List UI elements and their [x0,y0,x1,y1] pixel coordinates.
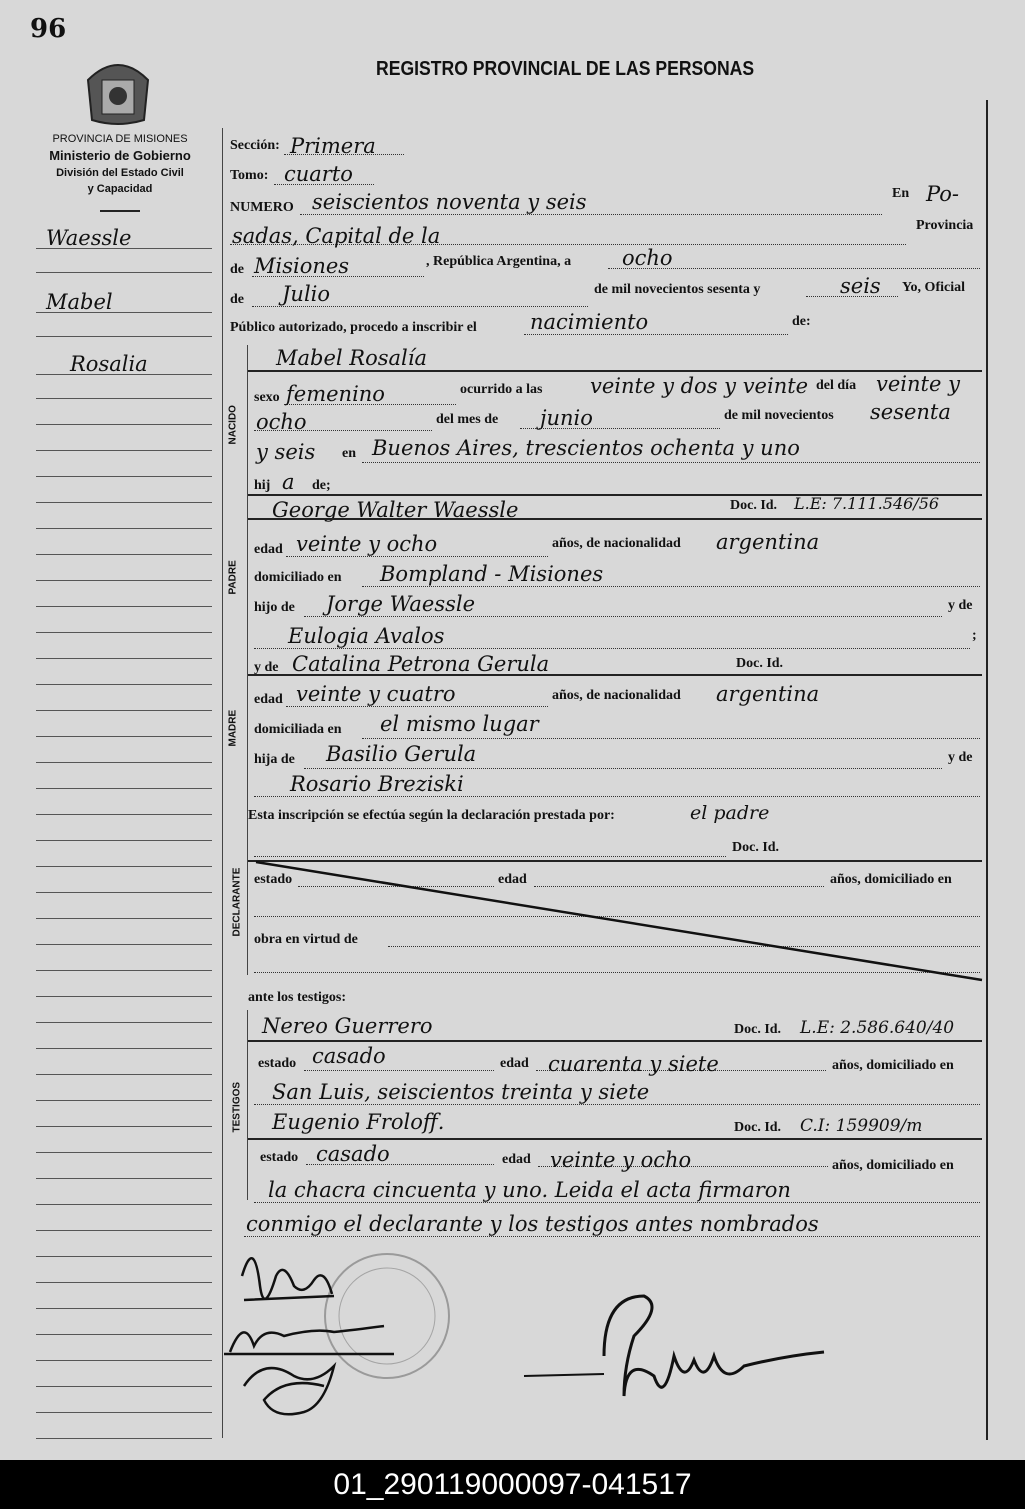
child-name: Mabel Rosalía [276,346,427,370]
provincia-label: Provincia [916,218,974,233]
witness-2-estado-label: estado [260,1150,299,1165]
birth-year-value-2: y seis [256,440,316,464]
declarant-doc-label: Doc. Id. [732,840,780,855]
father-edad-label: edad [254,542,283,557]
numero-value: seiscientos noventa y seis [312,190,587,214]
de-label: de [230,262,244,277]
coat-of-arms-seal [80,50,156,128]
main-left-border [222,128,223,1438]
main-right-border [986,100,988,1440]
year-value: seis [840,274,881,298]
father-nac-label: años, de nacionalidad [552,536,681,551]
mother-domicile-value: el mismo lugar [380,712,539,736]
father-dom-label: domiciliado en [254,570,342,585]
witness-1-edad-label: edad [500,1056,529,1071]
maternal-grandfather-value: Basilio Gerula [326,742,477,766]
act-value: nacimiento [530,310,649,334]
witness-2-edad-label: edad [502,1152,531,1167]
tomo-value: cuarto [284,162,353,186]
maternal-grandmother-value: Rosario Breziski [290,772,464,796]
seccion-label: Sección: [230,138,280,153]
yo-oficial-label: Yo, Oficial [902,280,965,295]
hour-value: veinte y dos y veinte [590,374,809,398]
father-yde-label: y de [948,598,973,613]
witness-2-domicile-value: la chacra cincuenta y uno. Leida el acta firmaron [268,1178,791,1202]
nacido-side-label: NACIDO [227,405,239,445]
witness-1-name: Nereo Guerrero [262,1014,433,1038]
testigos-side-label: TESTIGOS [231,1081,243,1133]
ocurrido-label: ocurrido a las [460,382,543,397]
father-doc-label: Doc. Id. [730,498,778,513]
numero-label: NUMERO [230,200,294,215]
province-value: Misiones [254,254,350,278]
margin-first-name: Mabel [46,290,113,314]
witness-1-estado-value: casado [312,1044,386,1068]
seccion-value: Primera [290,134,376,158]
witness-2-estado-value: casado [316,1142,390,1166]
declarant-edad-label: edad [498,872,527,887]
father-nationality-value: argentina [716,530,820,554]
mother-hija-label: hija de [254,752,295,767]
page-number: 96 [30,14,67,44]
father-doc-value: L.E: 7.111.546/56 [794,494,940,513]
mother-yde-label-2: y de [948,750,973,765]
birth-month-value: junio [540,406,593,430]
section-left-border [247,345,248,975]
testigos-left-border [247,1010,248,1200]
mother-edad-label: edad [254,692,283,707]
witness-1-doc-label: Doc. Id. [734,1022,782,1037]
registry-title: REGISTRO PROVINCIAL DE LAS PERSONAS [376,58,755,80]
margin-surname: Waessle [46,226,132,250]
madre-side-label: MADRE [227,709,239,747]
header-rule [100,210,140,212]
witness-1-estado-label: estado [258,1056,297,1071]
hij-label: hij [254,478,271,493]
declarante-side-label: DECLARANTE [231,867,243,937]
division-label-2: y Capacidad [87,183,153,195]
mother-doc-label: Doc. Id. [736,656,784,671]
ministry-label: Ministerio de Gobierno [49,148,191,163]
de-mil-nov-label: de mil novecientos [724,408,834,423]
birth-year-value: sesenta [870,400,951,424]
closing-text: conmigo el declarante y los testigos antes nombrados [246,1212,819,1236]
witness-1-doc-value: L.E: 2.586.640/40 [800,1018,955,1038]
city-value: sadas, Capital de la [232,224,441,248]
month-value: Julio [282,282,331,306]
division-label: División del Estado Civil [56,167,184,179]
witness-2-doc-label: Doc. Id. [734,1120,782,1135]
mother-name: Catalina Petrona Gerula [292,652,550,676]
signatures [224,1236,844,1436]
father-hijo-label: hijo de [254,600,295,615]
day-value: ocho [622,246,673,270]
declarant-anos-label: años, domiciliado en [830,872,952,887]
father-domicile-value: Bompland - Misiones [380,562,604,586]
birth-day-value-2: ocho [256,410,307,434]
mother-nationality-value: argentina [716,682,820,706]
tomo-label: Tomo: [230,168,269,183]
mother-age-value: veinte y cuatro [296,682,456,706]
de-colon-label: de: [792,314,811,329]
declarant-estado-label: estado [254,872,293,887]
mother-nac-label: años, de nacionalidad [552,688,681,703]
testigos-label: ante los testigos: [248,990,346,1005]
witness-1-domicile-value: San Luis, seiscientos treinta y siete [272,1080,650,1104]
father-age-value: veinte y ocho [296,532,438,556]
father-semicolon: ; [972,628,977,643]
paternal-grandmother-value: Eulogia Avalos [288,624,445,648]
en-value: Po- [926,182,960,206]
en-place-label: en [342,446,356,461]
province-label: PROVINCIA DE MISIONES [52,133,188,145]
margin-second-name: Rosalia [70,352,148,376]
republica-label: , República Argentina, a [426,254,572,269]
hij-suffix: a [282,470,295,494]
sex-value: femenino [286,382,385,406]
sexo-label: sexo [254,390,280,405]
de-mil-label: de mil novecientos sesenta y [594,282,761,297]
inscripcion-label: Esta inscripción se efectúa según la declaración prestada por: [248,808,615,823]
birth-place-value: Buenos Aires, trescientos ochenta y uno [372,436,800,460]
en-label: En [892,186,910,201]
declarant-cancel-stroke [250,860,990,990]
publico-label: Público autorizado, procedo a inscribir el [230,320,477,335]
de-mes-label: de [230,292,244,307]
mother-dom-label: domiciliada en [254,722,342,737]
de-parent-label: de; [312,478,331,493]
witness-1-anos-label: años, domiciliado en [832,1058,954,1073]
witness-2-anos-label: años, domiciliado en [832,1158,954,1173]
father-name: George Walter Waessle [272,498,519,522]
witness-1-age-value: cuarenta y siete [548,1052,719,1076]
paternal-grandfather-value: Jorge Waessle [326,592,476,616]
padre-side-label: PADRE [227,560,239,595]
del-dia-label: del día [816,378,857,393]
declarant-value: el padre [690,802,770,824]
witness-2-name: Eugenio Froloff. [272,1110,445,1134]
mother-yde-label: y de [254,660,279,675]
declarant-obra-label: obra en virtud de [254,932,358,947]
witness-2-age-value: veinte y ocho [550,1148,692,1172]
witness-2-doc-value: C.I: 159909/m [800,1116,923,1136]
birth-day-value: veinte y [876,372,960,396]
footer-id: 01_290119000097-041517 [0,1460,1025,1509]
del-mes-label: del mes de [436,412,499,427]
